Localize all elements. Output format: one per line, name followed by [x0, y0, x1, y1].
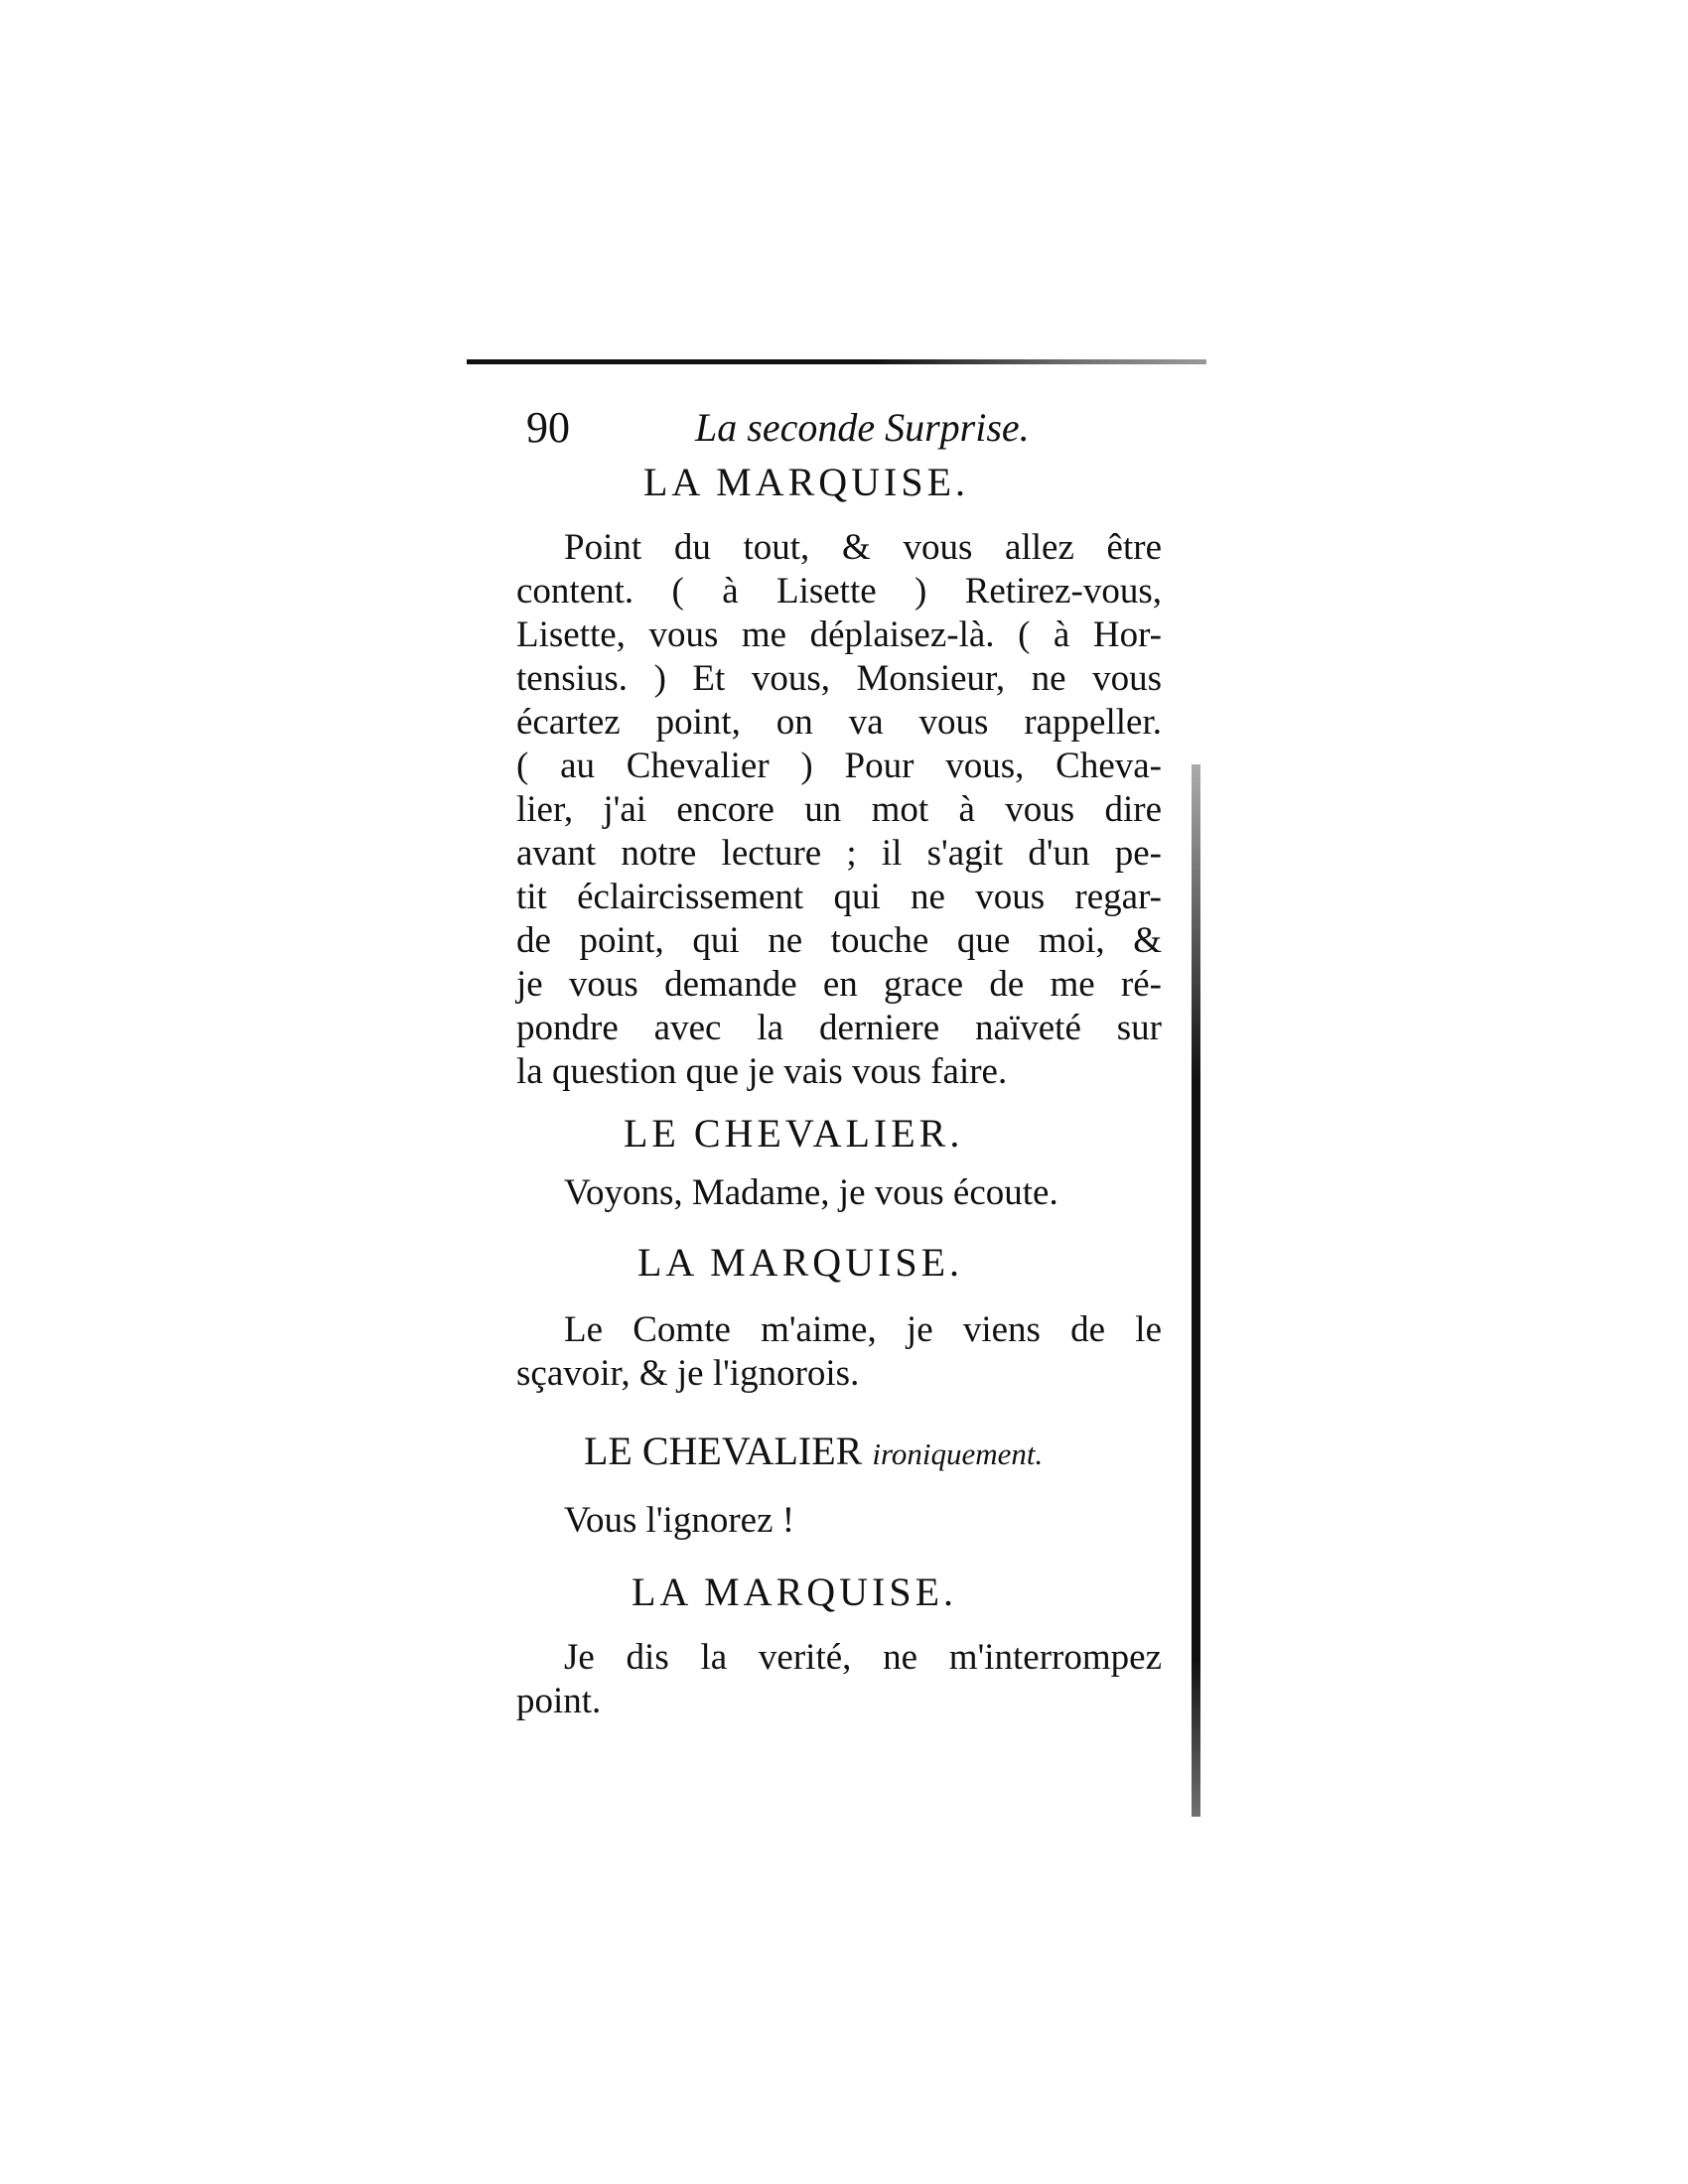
- page-number: 90: [526, 403, 570, 452]
- speaker-name: LE CHEVALIER: [584, 1429, 863, 1473]
- speech-line: point.: [516, 1681, 602, 1721]
- top-rule: [467, 359, 1206, 364]
- speech: [516, 526, 1162, 1094]
- speech-line: lier, j'ai encore un mot à vous dire: [516, 789, 1162, 830]
- speech-line: Voyons, Madame, je vous écoute.: [564, 1172, 1058, 1213]
- speech-line: je vous demande en grace de me ré-: [516, 964, 1162, 1005]
- speech-line: de point, qui ne touche que moi, &: [516, 920, 1162, 961]
- speaker-heading: LE CHEVALIER.: [624, 1111, 964, 1156]
- speech-line: pondre avec la derniere naïveté sur: [516, 1008, 1162, 1048]
- speech: [516, 1171, 1162, 1215]
- speaker-heading: [584, 1428, 1043, 1474]
- speech-line: écartez point, on va vous rappeller.: [516, 702, 1162, 743]
- speaker-heading: LA MARQUISE.: [637, 1240, 964, 1285]
- speech-line: Vous l'ignorez !: [564, 1500, 795, 1541]
- speech: [516, 1499, 1162, 1543]
- speech-line: avant notre lecture ; il s'agit d'un pe-: [516, 833, 1162, 874]
- speech-line: tensius. ) Et vous, Monsieur, ne vous: [516, 658, 1162, 699]
- page-edge-shadow: [1192, 764, 1200, 1817]
- speech-line: la question que je vais vous faire.: [516, 1051, 1008, 1092]
- speech-line: sçavoir, & je l'ignorois.: [516, 1353, 860, 1394]
- speech: [516, 1636, 1162, 1723]
- stage-direction: ironiquement.: [872, 1436, 1044, 1471]
- speech-line: content. ( à Lisette ) Retirez-vous,: [516, 571, 1162, 612]
- speech-line: Lisette, vous me déplaisez-là. ( à Hor-: [516, 614, 1162, 655]
- speech-line: tit éclaircissement qui ne vous regar-: [516, 877, 1162, 917]
- speech: [516, 1308, 1162, 1396]
- speech-line: Point du tout, & vous allez être: [564, 527, 1162, 568]
- speech-line: Le Comte m'aime, je viens de le: [564, 1309, 1162, 1350]
- speaker-heading: LA MARQUISE.: [643, 460, 970, 504]
- running-title: La seconde Surprise.: [695, 405, 1030, 450]
- speech-line: Je dis la verité, ne m'interrompez: [564, 1637, 1162, 1678]
- speech-line: ( au Chevalier ) Pour vous, Cheva-: [516, 746, 1162, 786]
- speaker-heading: LA MARQUISE.: [632, 1570, 958, 1614]
